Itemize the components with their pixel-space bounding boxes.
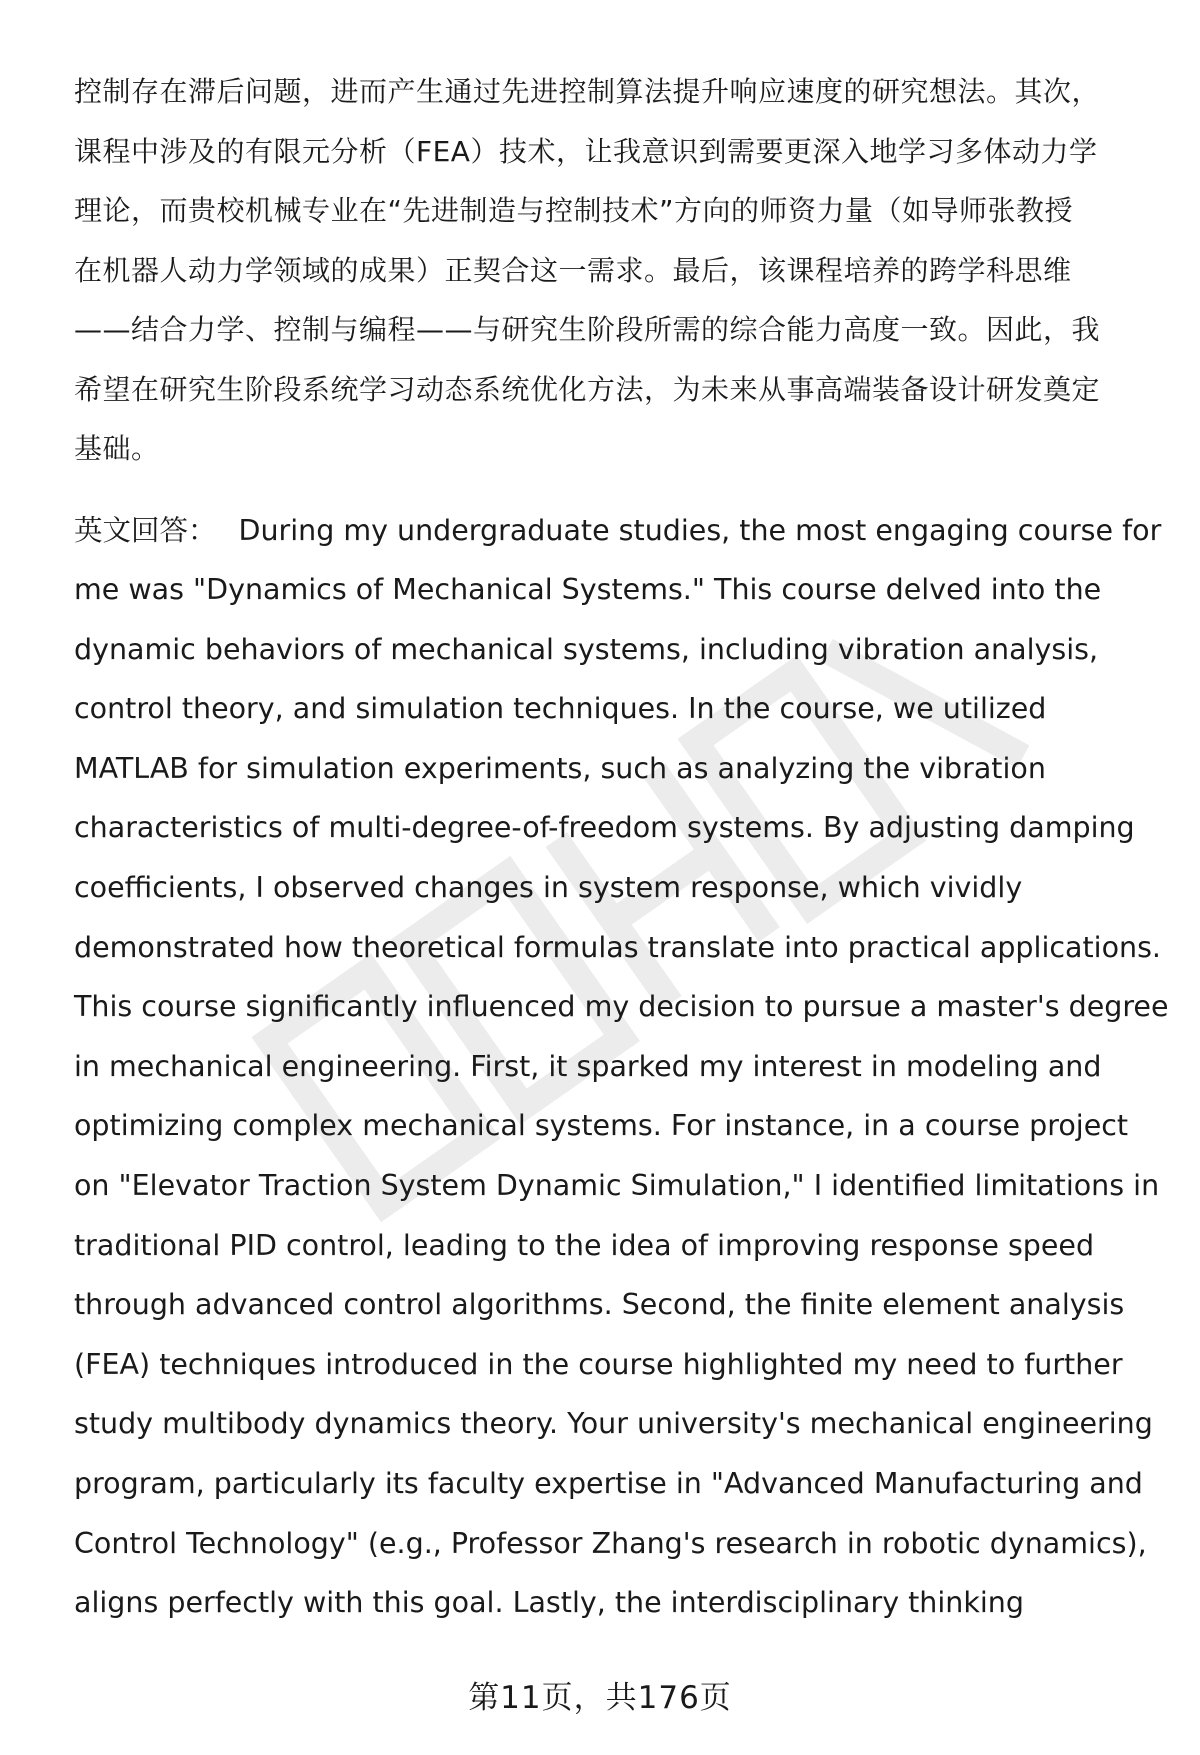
en-line: me was "Dynamics of Mechanical Systems." This course delved into the — [74, 573, 1102, 607]
en-line: This course significantly influenced my decision to pursue a master's degree — [74, 990, 1169, 1024]
en-line-text: During my undergraduate studies, the most engaging course for — [238, 513, 1162, 547]
page-number-footer: 第11页，共176页 — [468, 1680, 732, 1716]
chinese-paragraph — [74, 62, 1154, 479]
cn-line: 控制存在滞后问题，进而产生通过先进控制算法提升响应速度的研究想法。其次， — [74, 75, 1101, 108]
en-line: through advanced control algorithms. Second, the finite element analysis — [74, 1288, 1125, 1322]
en-line: dynamic behaviors of mechanical systems, including vibration analysis, — [74, 632, 1099, 666]
en-line: traditional PID control, leading to the idea of improving response speed — [74, 1228, 1095, 1262]
english-answer-label: 英文回答： — [74, 513, 217, 547]
cn-line: 希望在研究生阶段系统学习动态系统优化方法，为未来从事高端装备设计研发奠定 — [74, 372, 1101, 406]
cn-line: 理论，而贵校机械专业在“先进制造与控制技术”方向的师资力量（如导师张教授 — [74, 194, 1074, 227]
cn-line: 课程中涉及的有限元分析（FEA）技术，让我意识到需要更深入地学习多体动力学 — [74, 134, 1098, 168]
cn-line: 在机器人动力学领域的成果）正契合这一需求。最后，该课程培养的跨学科思维 — [74, 253, 1072, 287]
en-line — [74, 501, 1162, 561]
en-line: MATLAB for simulation experiments, such as analyzing the vibration — [74, 751, 1046, 785]
en-line: demonstrated how theoretical formulas translate into practical applications. — [74, 930, 1161, 964]
en-line: aligns perfectly with this goal. Lastly, the interdisciplinary thinking — [74, 1586, 1024, 1620]
document-page — [74, 62, 1169, 1633]
en-line: (FEA) techniques introduced in the course highlighted my need to further — [74, 1347, 1123, 1381]
english-paragraph — [74, 501, 1169, 1633]
en-line: optimizing complex mechanical systems. For instance, in a course project — [74, 1109, 1129, 1143]
en-line: program, particularly its faculty expertise in "Advanced Manufacturing and — [74, 1467, 1143, 1500]
cn-line: 基础。 — [74, 432, 160, 465]
en-line: characteristics of multi-degree-of-freedom systems. By adjusting damping — [74, 811, 1135, 845]
en-line: on "Elevator Traction System Dynamic Simulation," I identified limitations in — [74, 1169, 1160, 1203]
en-line: study multibody dynamics theory. Your university's mechanical engineering — [74, 1407, 1153, 1441]
en-line: in mechanical engineering. First, it sparked my interest in modeling and — [74, 1049, 1102, 1083]
en-line: control theory, and simulation techniques. In the course, we utilized — [74, 692, 1047, 726]
cn-line: ——结合力学、控制与编程——与研究生阶段所需的综合能力高度一致。因此，我 — [74, 313, 1101, 346]
en-line: coefficients, I observed changes in system response, which vividly — [74, 871, 1023, 905]
en-line: Control Technology" (e.g., Professor Zhang's research in robotic dynamics), — [74, 1526, 1147, 1560]
